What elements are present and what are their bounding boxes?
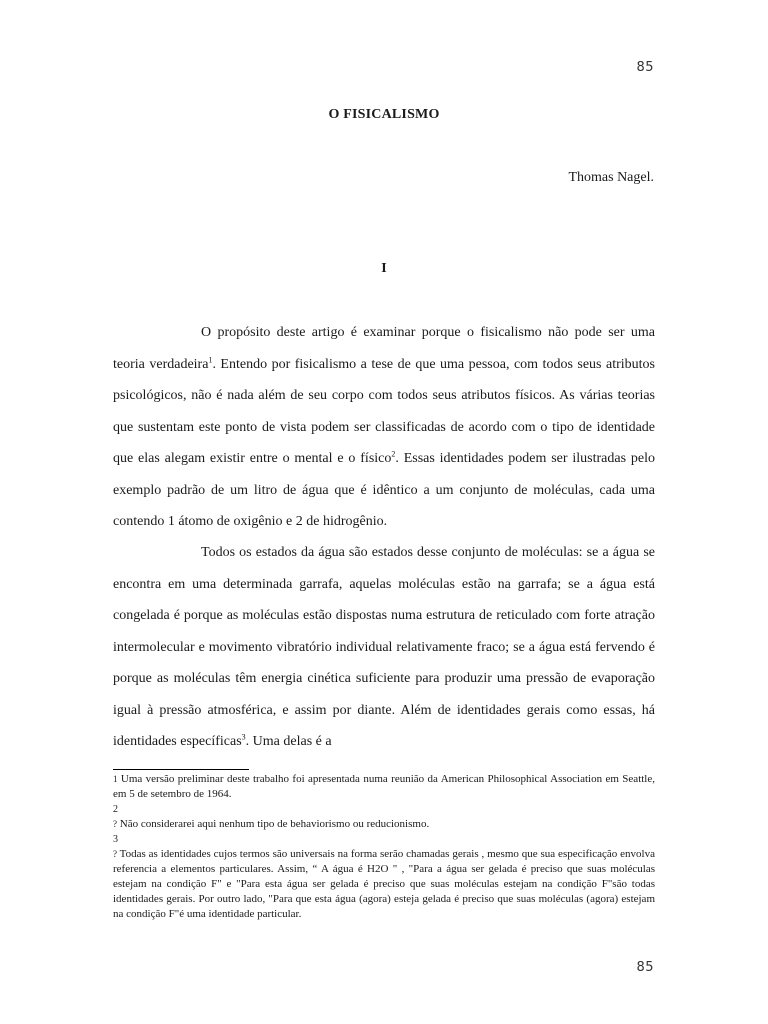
footnote-2-marker: 2 bbox=[113, 804, 118, 815]
author-name: Thomas Nagel. bbox=[568, 170, 654, 185]
footnote-1 bbox=[113, 772, 655, 802]
paragraph-1-part-2: . Entendo por fisicalismo a tese de que uma pessoa, com todos seus atributos psicológicos, não é nada além de seu corpo com todos seus atributos físicos. As várias teorias que sustentam este ponto de vista podem ser classificadas de acordo com o tipo de identidade que elas alegam existir entre o mental e o físico bbox=[113, 356, 655, 466]
footnote-2-text: Não considerarei aqui nenhum tipo de behaviorismo ou reducionismo. bbox=[117, 818, 430, 830]
footnote-ref-2[interactable]: 2 bbox=[391, 449, 396, 459]
page-number-bottom: 85 bbox=[636, 960, 654, 975]
footnote-separator bbox=[113, 769, 249, 770]
paragraph-1-part-3: . Essas identidades podem ser ilustradas pelo exemplo padrão de um litro de água que é idêntico a um conjunto de moléculas, cada uma contendo 1 átomo de oxigênio e 2 de hidrogênio. bbox=[113, 451, 655, 529]
paragraph-2-part-2: . Uma delas é a bbox=[245, 734, 332, 749]
paragraph-2-part-1: Todos os estados da água são estados desse conjunto de moléculas: se a água se encontra em uma determinada garrafa, aquelas moléculas estão na garrafa; se a água está congelada é porque as moléculas estão dispostas numa estrutura de reticulado com forte atração intermolecular e movimento vibratório individual relativamente fraco; se a água está fervendo é porque as moléculas têm energia cinética suficiente para produzir uma pressão de evaporação igual à pressão atmosférica, e assim por diante. Além de identidades gerais como essas, há identidades específicas bbox=[113, 545, 655, 749]
footnote-2-number: ? bbox=[113, 819, 117, 829]
footnotes-block bbox=[113, 772, 655, 922]
footnote-3-marker: 3 bbox=[113, 834, 118, 845]
section-number: I bbox=[381, 261, 387, 276]
paragraph-2 bbox=[113, 537, 655, 749]
footnote-2 bbox=[113, 817, 655, 832]
paragraph-2-clip bbox=[113, 537, 655, 749]
footnote-3-number: ? bbox=[113, 849, 117, 859]
footnote-ref-3[interactable]: 3 bbox=[241, 732, 246, 742]
article-title: O FISICALISMO bbox=[328, 107, 440, 122]
page-number-top: 85 bbox=[636, 60, 654, 75]
footnote-3-text: Todas as identidades cujos termos são universais na forma serão chamadas gerais , mesmo que sua especificação envolva referencia a elementos particulares. Assim, “ A água é H2O " , "Para a água ser gelada é preciso que suas moléculas estejam na condição F" e "Para esta água ser gelada é preciso que suas moléculas estejam na condição F"são todas identidades gerais. Por outro lado, "Para que esta água (agora) esteja gelada é preciso que suas moléculas (agora) estejam na condição F"é uma identidade particular. bbox=[113, 848, 655, 920]
paragraph-1 bbox=[113, 317, 655, 538]
footnote-1-number: 1 bbox=[113, 774, 118, 784]
footnote-ref-1[interactable]: 1 bbox=[208, 354, 213, 364]
footnote-1-text: Uma versão preliminar deste trabalho foi apresentada numa reunião da American Philosophical Association em Seattle, em 5 de setembro de 1964. bbox=[113, 773, 655, 800]
paragraph-1-part-1: O propósito deste artigo é examinar porque o fisicalismo não pode ser uma teoria verdadeira bbox=[113, 325, 655, 372]
footnote-3 bbox=[113, 847, 655, 922]
